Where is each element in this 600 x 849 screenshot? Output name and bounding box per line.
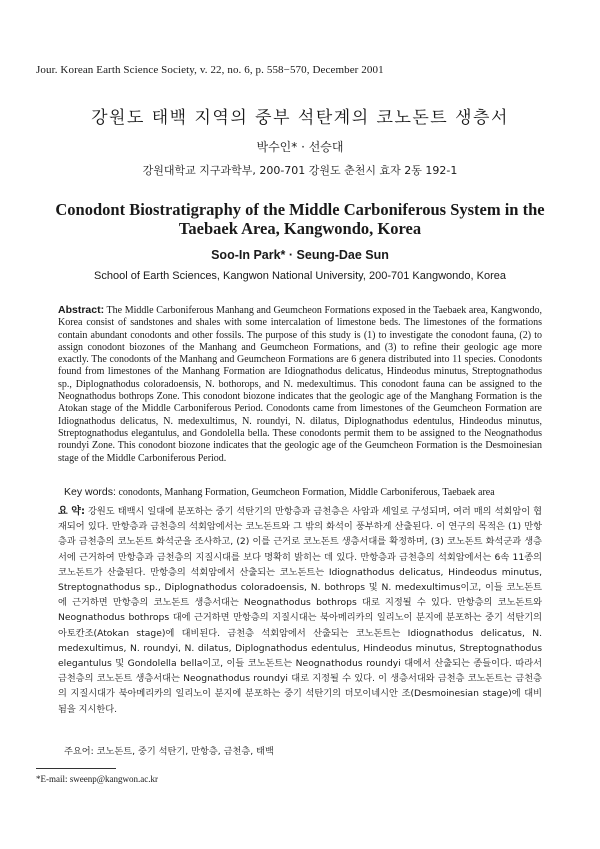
- abstract-text: The Middle Carboniferous Manhang and Geumcheon Formations exposed in the Taebaek area, Kangwondo, Korea consist of sandstones and shales with some intercalation of limestone beds. The limestones of the formations contain abundant conodonts and other fossils. The purpose of this study is (1) to investigate the conodont fauna, (2) to assign conodont biozones of the Manhang and Geumcheon Formations, and (3) to refine their geologic age more exactly. The conodonts of the Manhang and Geumcheon Formations are 6 genera distributed into 11 species. Conodonts found from limestones of the Manhang Formation are Idiognathodus delicatus, Hindeodus minutus, Streptognathodus sp., Diplognathodus coloradoensis, N. bothorops, and N. medexultimus. This conodont fauna can be assigned to the Neognathodus bothrops Zone. This conodont biozone indicates that the geologic age of the Manghang Formation is the Atokan stage of the Middle Carboniferous Period. Conodonts came from limestones of the Geumcheon Formation are Idiognathodus delicatus, N. medexultimus, N. roundyi, N. dilatus, Diplognathodus edentulus, Hindeodus minutus, Streptognathodus elegantulus, and Gondolella bella. These conodonts permit them to be assigned to the Neognathodus roundyi Zone. This conodont biozone indicates that the geologic age of the Geumcheon Formation is the Desmoinesian stage of the Middle Carboniferous Period.: [58, 305, 542, 464]
- korean-abstract-text: 강원도 태백시 일대에 분포하는 중기 석탄기의 만항층과 금천층은 사암과 셰일로 구성되며, 여러 매의 석회암이 협재되어 있다. 만항층과 금천층의 석회암에서는 코노돈트와 그 밖의 화석이 풍부하게 산출된다. 이 연구의 목적은 (1) 만항층과 금천층의 코노돈트 화석군을 조사하고, (2) 이를 근거로 코노돈트 생층서대를 확정하며, (3) 코노돈트 화석군과 생층서에 근거하여 만항층과 금천층의 지질시대를 보다 명확히 밝히는 데 있다. 만항층과 금천층의 석회암에서는 6속 11종의 코노돈트가 산출된다. 만항층의 석회암에서 산출되는 코노돈트는 Idiognathodus delicatus, Hindeodus minutus, Streptognathodus sp., Diplognathodus coloradoensis, N. bothrops 및 N. medexultimus이고, 이들 코노돈트에 근거하면 만항층의 코노돈트 생층서대는 Neognathodus bothrops 대로 지정될 수 있다. 만항층의 코노돈트와 Neognathodus bothrops 대에 근거하면 만항층의 지질시대는 북아메리카의 일리노이 분지에 분포하는 중기 석탄기의 아토칸조(Atokan stage)에 대비된다. 금천층 석회암에서 산출되는 코노돈트는 Idiognathodus delicatus, N. medexultimus, N. roundyi, N. dilatus, Diplognathodus edentulus, Hindeodus minutus, Streptognathodus elegantulus 및 Gondolella bella이고, 이들 코노돈트는 Neognathodus roundyi 대에서 산출되는 종들이다. 따라서 금천층의 코노돈트 생층서대는 Neognathodus roundyi 대로 지정될 수 있다. 이 생층서대와 금천층 코노돈트는 금천층의 지질시대가 북아메리카의 일리노이 분지에 분포하는 중기 석탄기의 더모이네시안 조(Desmoinesian stage)에 대비됨을 지시한다.: [58, 506, 543, 715]
- korean-title: 강원도 태백 지역의 중부 석탄계의 코노돈트 생층서: [91, 108, 509, 128]
- journal-citation: Jour. Korean Earth Science Society, v. 22, no. 6, p. 558−570, December 2001: [36, 64, 384, 76]
- korean-keywords-text: 코노돈트, 중기 석탄기, 만항층, 금천층, 태백: [96, 746, 274, 757]
- korean-keywords-label: 주요어:: [64, 746, 94, 757]
- footnote-email: *E-mail: sweenp@kangwon.ac.kr: [36, 774, 159, 784]
- english-authors: Soo-In Park* · Seung-Dae Sun: [211, 248, 389, 262]
- korean-abstract: [58, 502, 542, 717]
- keywords-text: conodonts, Manhang Formation, Geumcheon Formation, Middle Carboniferous, Taebaek area: [118, 487, 495, 498]
- korean-abstract-label: 요 약:: [58, 506, 85, 517]
- english-abstract: [58, 304, 542, 465]
- english-keywords: [64, 486, 544, 498]
- footnote-rule: [36, 768, 116, 769]
- abstract-label: Abstract:: [58, 304, 105, 316]
- english-affiliation: School of Earth Sciences, Kangwon National University, 200-701 Kangwondo, Korea: [94, 270, 506, 282]
- korean-authors: 박수인* · 선승대: [256, 140, 344, 154]
- korean-keywords: [64, 743, 544, 757]
- keywords-label: Key words:: [64, 486, 116, 498]
- korean-affiliation: 강원대학교 지구과학부, 200-701 강원도 춘천시 효자 2동 192-1: [142, 164, 458, 177]
- english-title: Conodont Biostratigraphy of the Middle Carboniferous System in the Taebaek Area, Kangwondo, Korea: [55, 200, 545, 238]
